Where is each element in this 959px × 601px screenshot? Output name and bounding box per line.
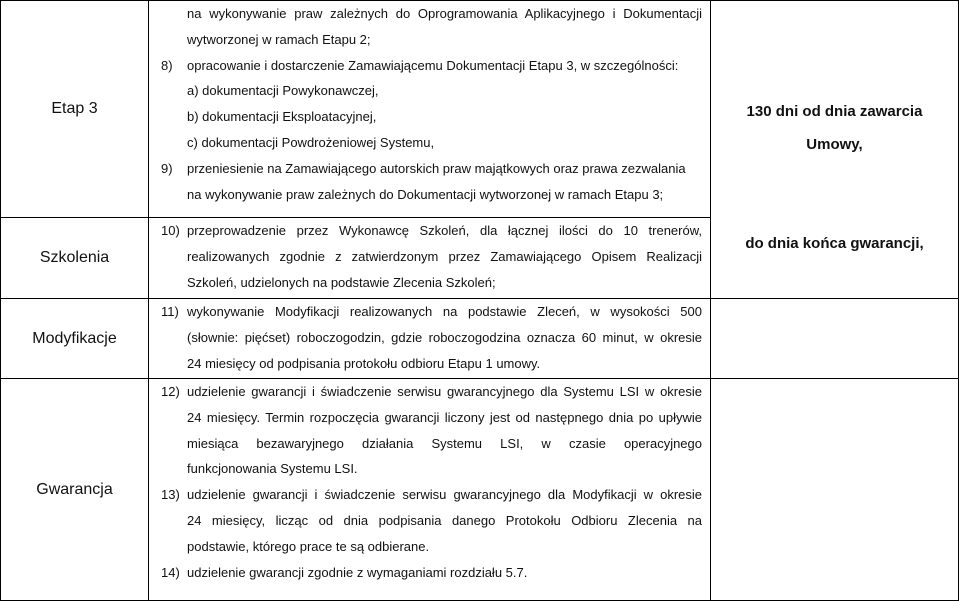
text-line: na wykonywanie praw zależnych do Oprogramowania Aplikacyjnego i Dokumentacji bbox=[187, 6, 702, 21]
list-item: 13) udzielenie gwarancji i świadczenie serwisu gwarancyjnego dla Modyfikacji w okresie bbox=[161, 487, 702, 503]
phase-cell-modyfikacje bbox=[1, 299, 149, 379]
text-line: 24 miesięcy, licząc od dnia podpisania danego Protokołu Odbioru Zlecenia na bbox=[187, 512, 702, 528]
phase-cell-etap3 bbox=[1, 1, 149, 218]
phase-label: Etap 3 bbox=[51, 100, 98, 117]
deadline-text: 130 dni od dnia zawarcia bbox=[746, 103, 923, 120]
text-line: (słownie: pięćset) roboczogodzin, gdzie roboczogodzina oznacza 60 minut, w okresie bbox=[187, 329, 702, 345]
sub-item: c) dokumentacji Powdrożeniowej Systemu, bbox=[187, 134, 435, 150]
phase-label: Gwarancja bbox=[36, 480, 113, 498]
text-line: podstawie, którego prace te są odbierane. bbox=[187, 538, 430, 554]
description-cell-gwarancja bbox=[149, 379, 711, 601]
deadline-cell-empty bbox=[711, 379, 959, 601]
description-cell-etap3 bbox=[149, 1, 711, 218]
row-etap3 bbox=[1, 1, 959, 218]
row-modyfikacje bbox=[1, 299, 959, 379]
text-line: Szkoleń, udzielonych na podstawie Zlecenia Szkoleń; bbox=[187, 274, 496, 290]
phase-label: Modyfikacje bbox=[32, 329, 117, 347]
phase-label: Szkolenia bbox=[39, 249, 110, 266]
list-item: 9) przeniesienie na Zamawiającego autorskich praw majątkowych oraz prawa zezwalania bbox=[161, 160, 686, 176]
phase-cell-szkolenia bbox=[1, 218, 149, 299]
text-line: 24 miesięcy. Termin rozpoczęcia gwarancji liczony jest od następnego dnia po upływie bbox=[187, 409, 702, 425]
list-item: 11) wykonywanie Modyfikacji realizowanych na podstawie Zleceń, w wysokości 500 bbox=[161, 304, 702, 319]
text-line: funkcjonowania Systemu LSI. bbox=[187, 461, 358, 477]
list-item: 12) udzielenie gwarancji i świadczenie serwisu gwarancyjnego dla Systemu LSI w okresie bbox=[161, 384, 702, 399]
text-line: miesiąca bezawaryjnego działania Systemu LSI, w czasie operacyjnego bbox=[187, 435, 702, 451]
list-item: 8) opracowanie i dostarczenie Zamawiającemu Dokumentacji Etapu 3, w szczególności: bbox=[161, 57, 679, 73]
text-line: 24 miesięcy od podpisania protokołu odbioru Etapu 1 umowy. bbox=[187, 355, 541, 371]
text-line: na wykonywanie praw zależnych do Dokumentacji wytworzonej w ramach Etapu 3; bbox=[187, 186, 664, 202]
text-line: realizowanych zgodnie z zatwierdzonym przez Zamawiającego Opisem Realizacji bbox=[187, 248, 702, 264]
list-item: 10) przeprowadzenie przez Wykonawcę Szkoleń, dla łącznej ilości do 10 trenerów, bbox=[161, 223, 702, 238]
text-line: wytworzonej w ramach Etapu 2; bbox=[187, 31, 371, 47]
description-cell-szkolenia bbox=[149, 218, 711, 299]
list-item: 14) udzielenie gwarancji zgodnie z wymaganiami rozdziału 5.7. bbox=[161, 564, 528, 580]
phase-cell-gwarancja bbox=[1, 379, 149, 601]
sub-item: a) dokumentacji Powykonawczej, bbox=[187, 83, 379, 99]
description-cell-modyfikacje bbox=[149, 299, 711, 379]
deadline-text: do dnia końca gwarancji, bbox=[745, 235, 924, 252]
deadline-cell-empty bbox=[711, 299, 959, 379]
deadline-text: Umowy, bbox=[806, 136, 863, 153]
row-gwarancja bbox=[1, 379, 959, 601]
sub-item: b) dokumentacji Eksploatacyjnej, bbox=[187, 109, 377, 125]
deadline-cell-1 bbox=[711, 1, 959, 299]
